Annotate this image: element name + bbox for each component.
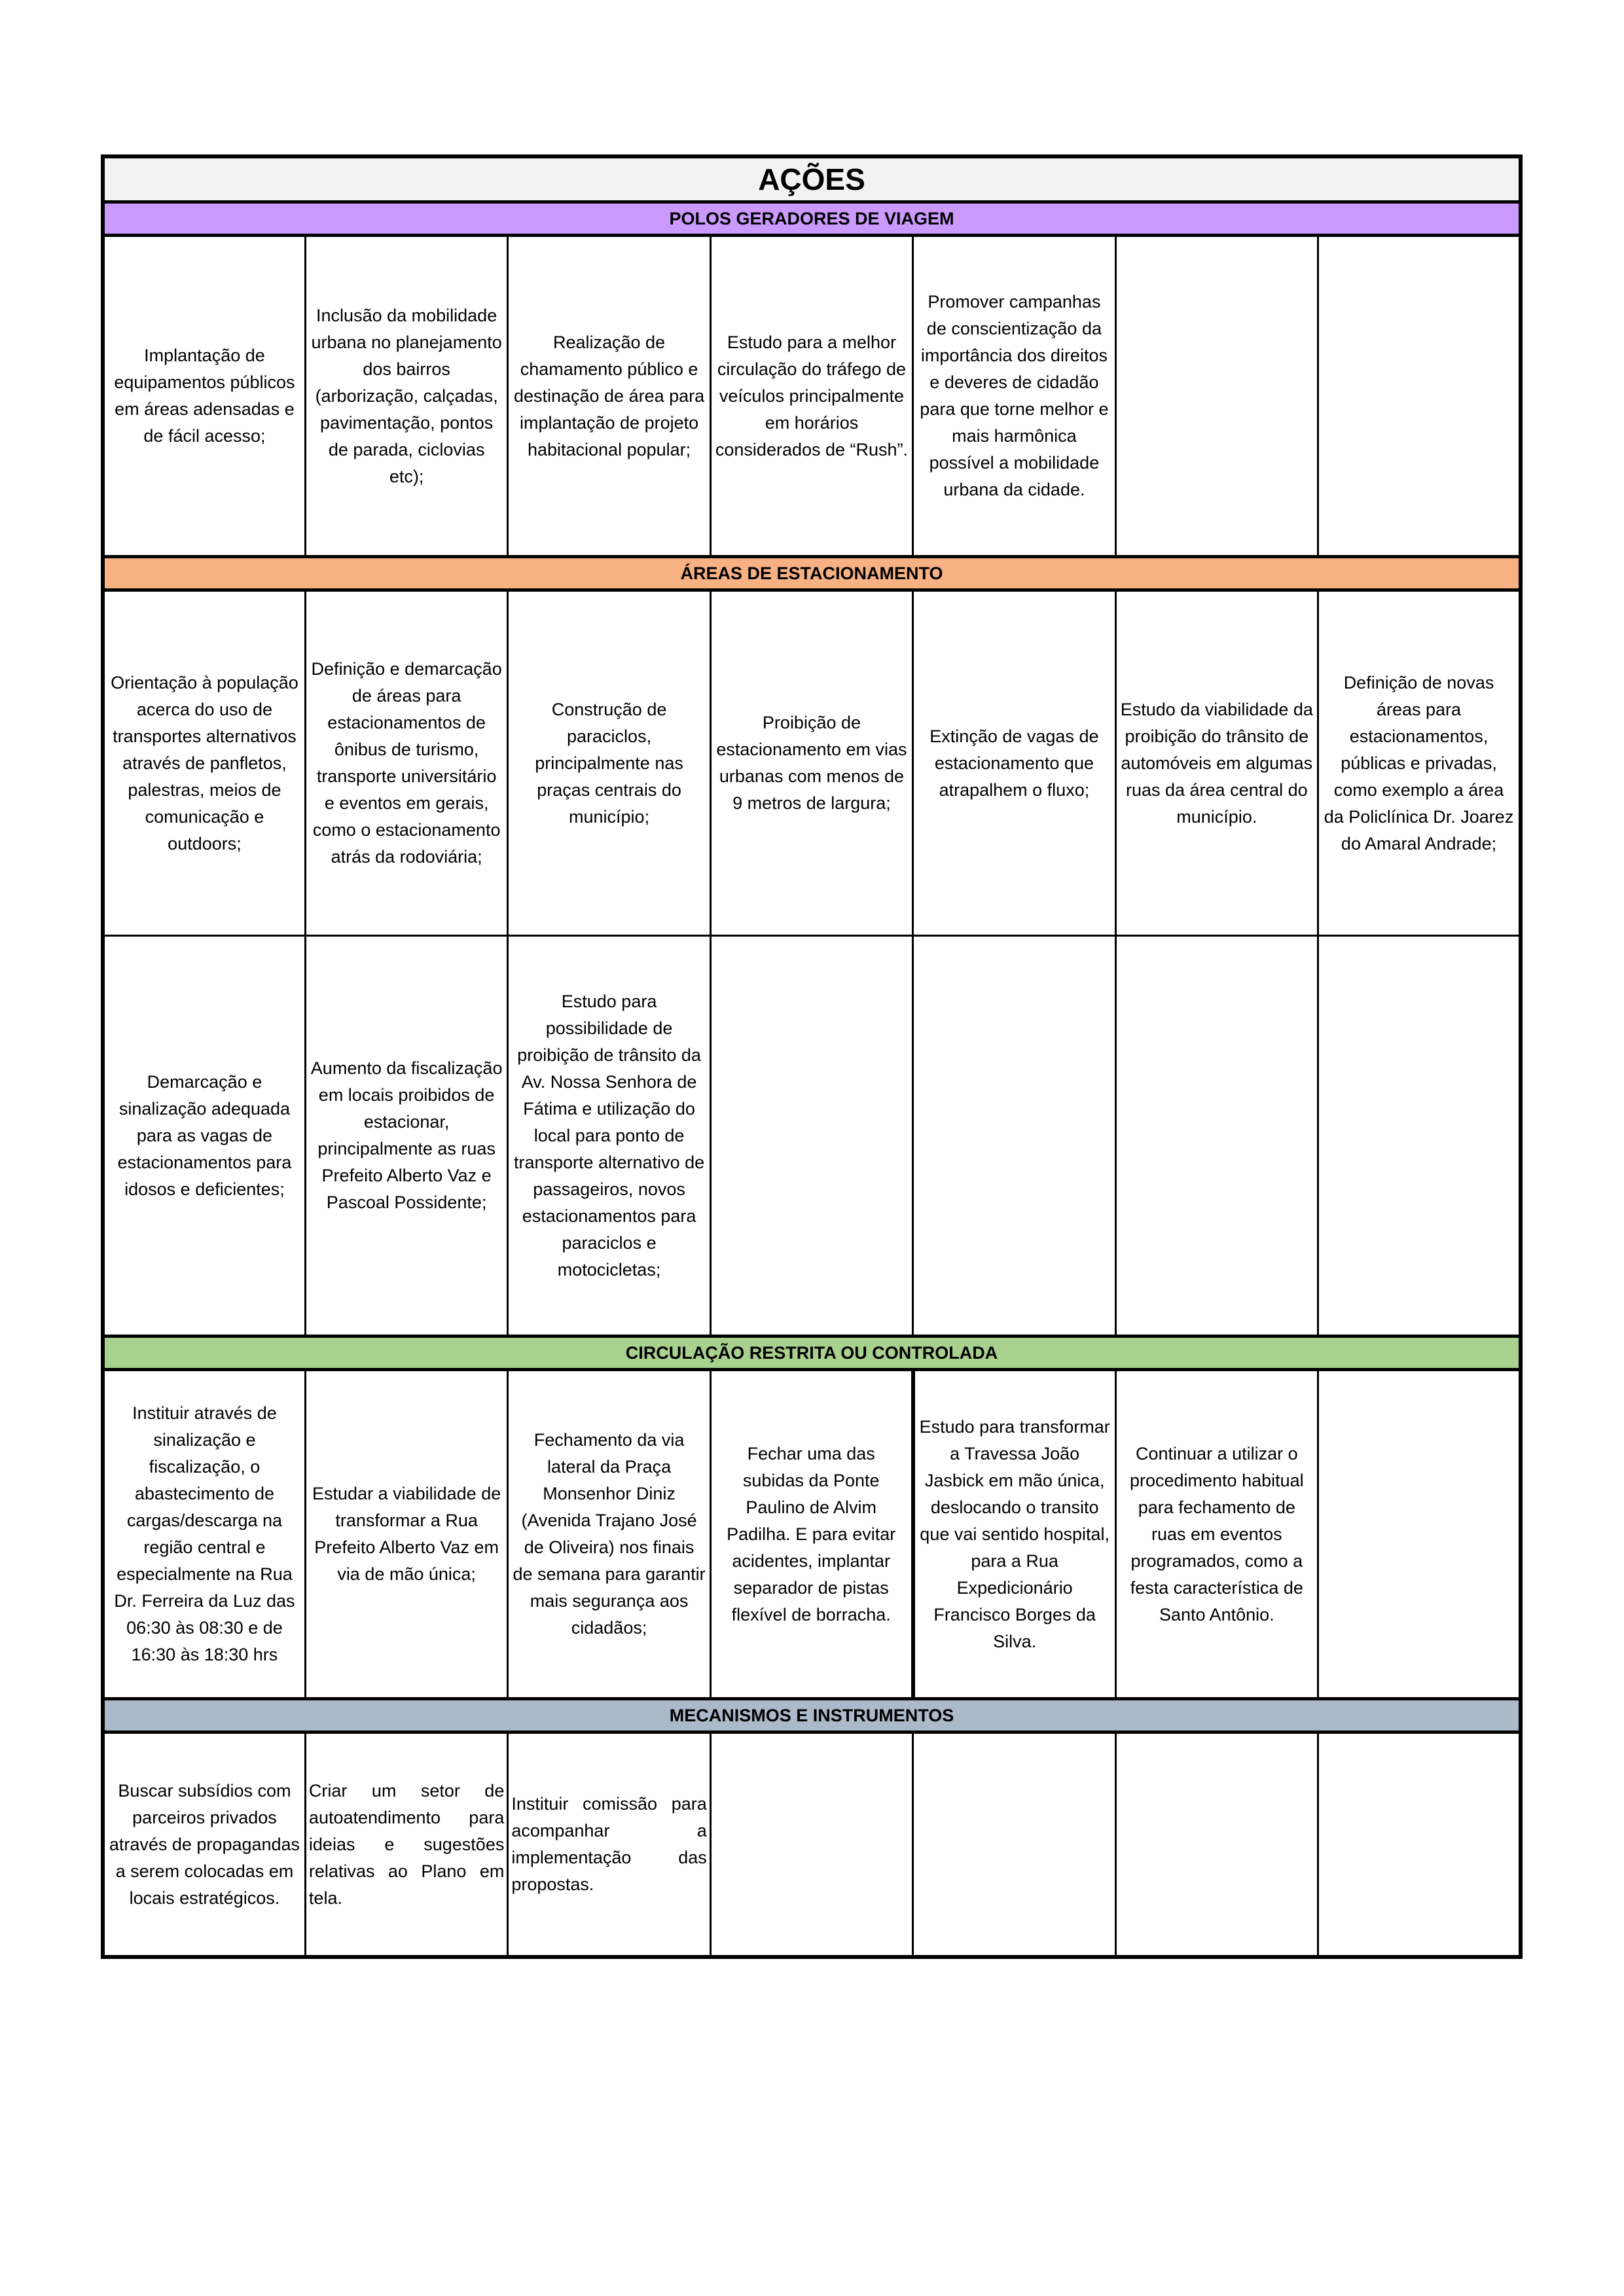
section-header-areas: ÁREAS DE ESTACIONAMENTO bbox=[103, 557, 1521, 590]
section-header-circulacao: CIRCULAÇÃO RESTRITA OU CONTROLADA bbox=[103, 1336, 1521, 1370]
table-cell: Definição de novas áreas para estacionamentos, públicas e privadas, como exemplo a área da Policlínica Dr. Joarez do Amaral Andrade; bbox=[1318, 590, 1521, 936]
table-cell bbox=[710, 1732, 912, 1958]
table-cell bbox=[913, 1732, 1115, 1958]
table-cell bbox=[1318, 236, 1521, 557]
table-cell: Implantação de equipamentos públicos em áreas adensadas e de fácil acesso; bbox=[103, 236, 305, 557]
table-cell: Estudo da viabilidade da proibição do trânsito de automóveis em algumas ruas da área central do município. bbox=[1115, 590, 1318, 936]
table-cell: Aumento da fiscalização em locais proibidos de estacionar, principalmente as ruas Prefeito Alberto Vaz e Pascoal Possidente; bbox=[305, 936, 507, 1336]
section-header-mecanismos: MECANISMOS E INSTRUMENTOS bbox=[103, 1699, 1521, 1732]
table-cell: Construção de paraciclos, principalmente nas praças centrais do município; bbox=[508, 590, 710, 936]
acoes-table bbox=[101, 154, 1523, 1959]
table-cell: Instituir através de sinalização e fiscalização, o abastecimento de cargas/descarga na região central e especialmente na Rua Dr. Ferreira da Luz das 06:30 às 08:30 e de 16:30 às 18:30 hrs bbox=[103, 1370, 305, 1699]
table-cell bbox=[1115, 236, 1318, 557]
table-cell bbox=[1318, 1370, 1521, 1699]
table-cell: Fechar uma das subidas da Ponte Paulino de Alvim Padilha. E para evitar acidentes, implantar separador de pistas flexível de borracha. bbox=[710, 1370, 912, 1699]
table-cell bbox=[710, 936, 912, 1336]
table-cell: Estudo para possibilidade de proibição de trânsito da Av. Nossa Senhora de Fátima e utilização do local para ponto de transporte alternativo de passageiros, novos estacionamentos para paraciclos e motocicletas; bbox=[508, 936, 710, 1336]
table-cell: Orientação à população acerca do uso de transportes alternativos através de panfletos, palestras, meios de comunicação e outdoors; bbox=[103, 590, 305, 936]
table-cell: Definição e demarcação de áreas para estacionamentos de ônibus de turismo, transporte universitário e eventos em gerais, como o estacionamento atrás da rodoviária; bbox=[305, 590, 507, 936]
table-cell: Promover campanhas de conscientização da importância dos direitos e deveres de cidadão para que torne melhor e mais harmônica possível a mobilidade urbana da cidade. bbox=[913, 236, 1115, 557]
table-cell: Continuar a utilizar o procedimento habitual para fechamento de ruas em eventos programados, como a festa característica de Santo Antônio. bbox=[1115, 1370, 1318, 1699]
table-cell bbox=[1115, 936, 1318, 1336]
table-cell: Extinção de vagas de estacionamento que atrapalhem o fluxo; bbox=[913, 590, 1115, 936]
table-cell: Buscar subsídios com parceiros privados através de propagandas a serem colocadas em locais estratégicos. bbox=[103, 1732, 305, 1958]
table-cell: Realização de chamamento público e destinação de área para implantação de projeto habitacional popular; bbox=[508, 236, 710, 557]
table-cell: Inclusão da mobilidade urbana no planejamento dos bairros (arborização, calçadas, pavimentação, pontos de parada, ciclovias etc); bbox=[305, 236, 507, 557]
table-cell bbox=[1115, 1732, 1318, 1958]
table-cell: Fechamento da via lateral da Praça Monsenhor Diniz (Avenida Trajano José de Oliveira) nos finais de semana para garantir mais segurança aos cidadãos; bbox=[508, 1370, 710, 1699]
table-cell bbox=[1318, 936, 1521, 1336]
table-cell bbox=[913, 936, 1115, 1336]
table-cell bbox=[1318, 1732, 1521, 1958]
section-header-polos: POLOS GERADORES DE VIAGEM bbox=[103, 202, 1521, 236]
table-cell: Proibição de estacionamento em vias urbanas com menos de 9 metros de largura; bbox=[710, 590, 912, 936]
table-cell: Estudar a viabilidade de transformar a Rua Prefeito Alberto Vaz em via de mão única; bbox=[305, 1370, 507, 1699]
table-cell: Estudo para a melhor circulação do tráfego de veículos principalmente em horários considerados de “Rush”. bbox=[710, 236, 912, 557]
table-title: AÇÕES bbox=[103, 156, 1521, 202]
table-cell: Demarcação e sinalização adequada para as vagas de estacionamentos para idosos e deficientes; bbox=[103, 936, 305, 1336]
table-cell: Criar um setor de autoatendimento para ideias e sugestões relativas ao Plano em tela. bbox=[305, 1732, 507, 1958]
table-cell: Instituir comissão para acompanhar a implementação das propostas. bbox=[508, 1732, 710, 1958]
table-cell: Estudo para transformar a Travessa João Jasbick em mão única, deslocando o transito que vai sentido hospital, para a Rua Expedicionário Francisco Borges da Silva. bbox=[913, 1370, 1115, 1699]
